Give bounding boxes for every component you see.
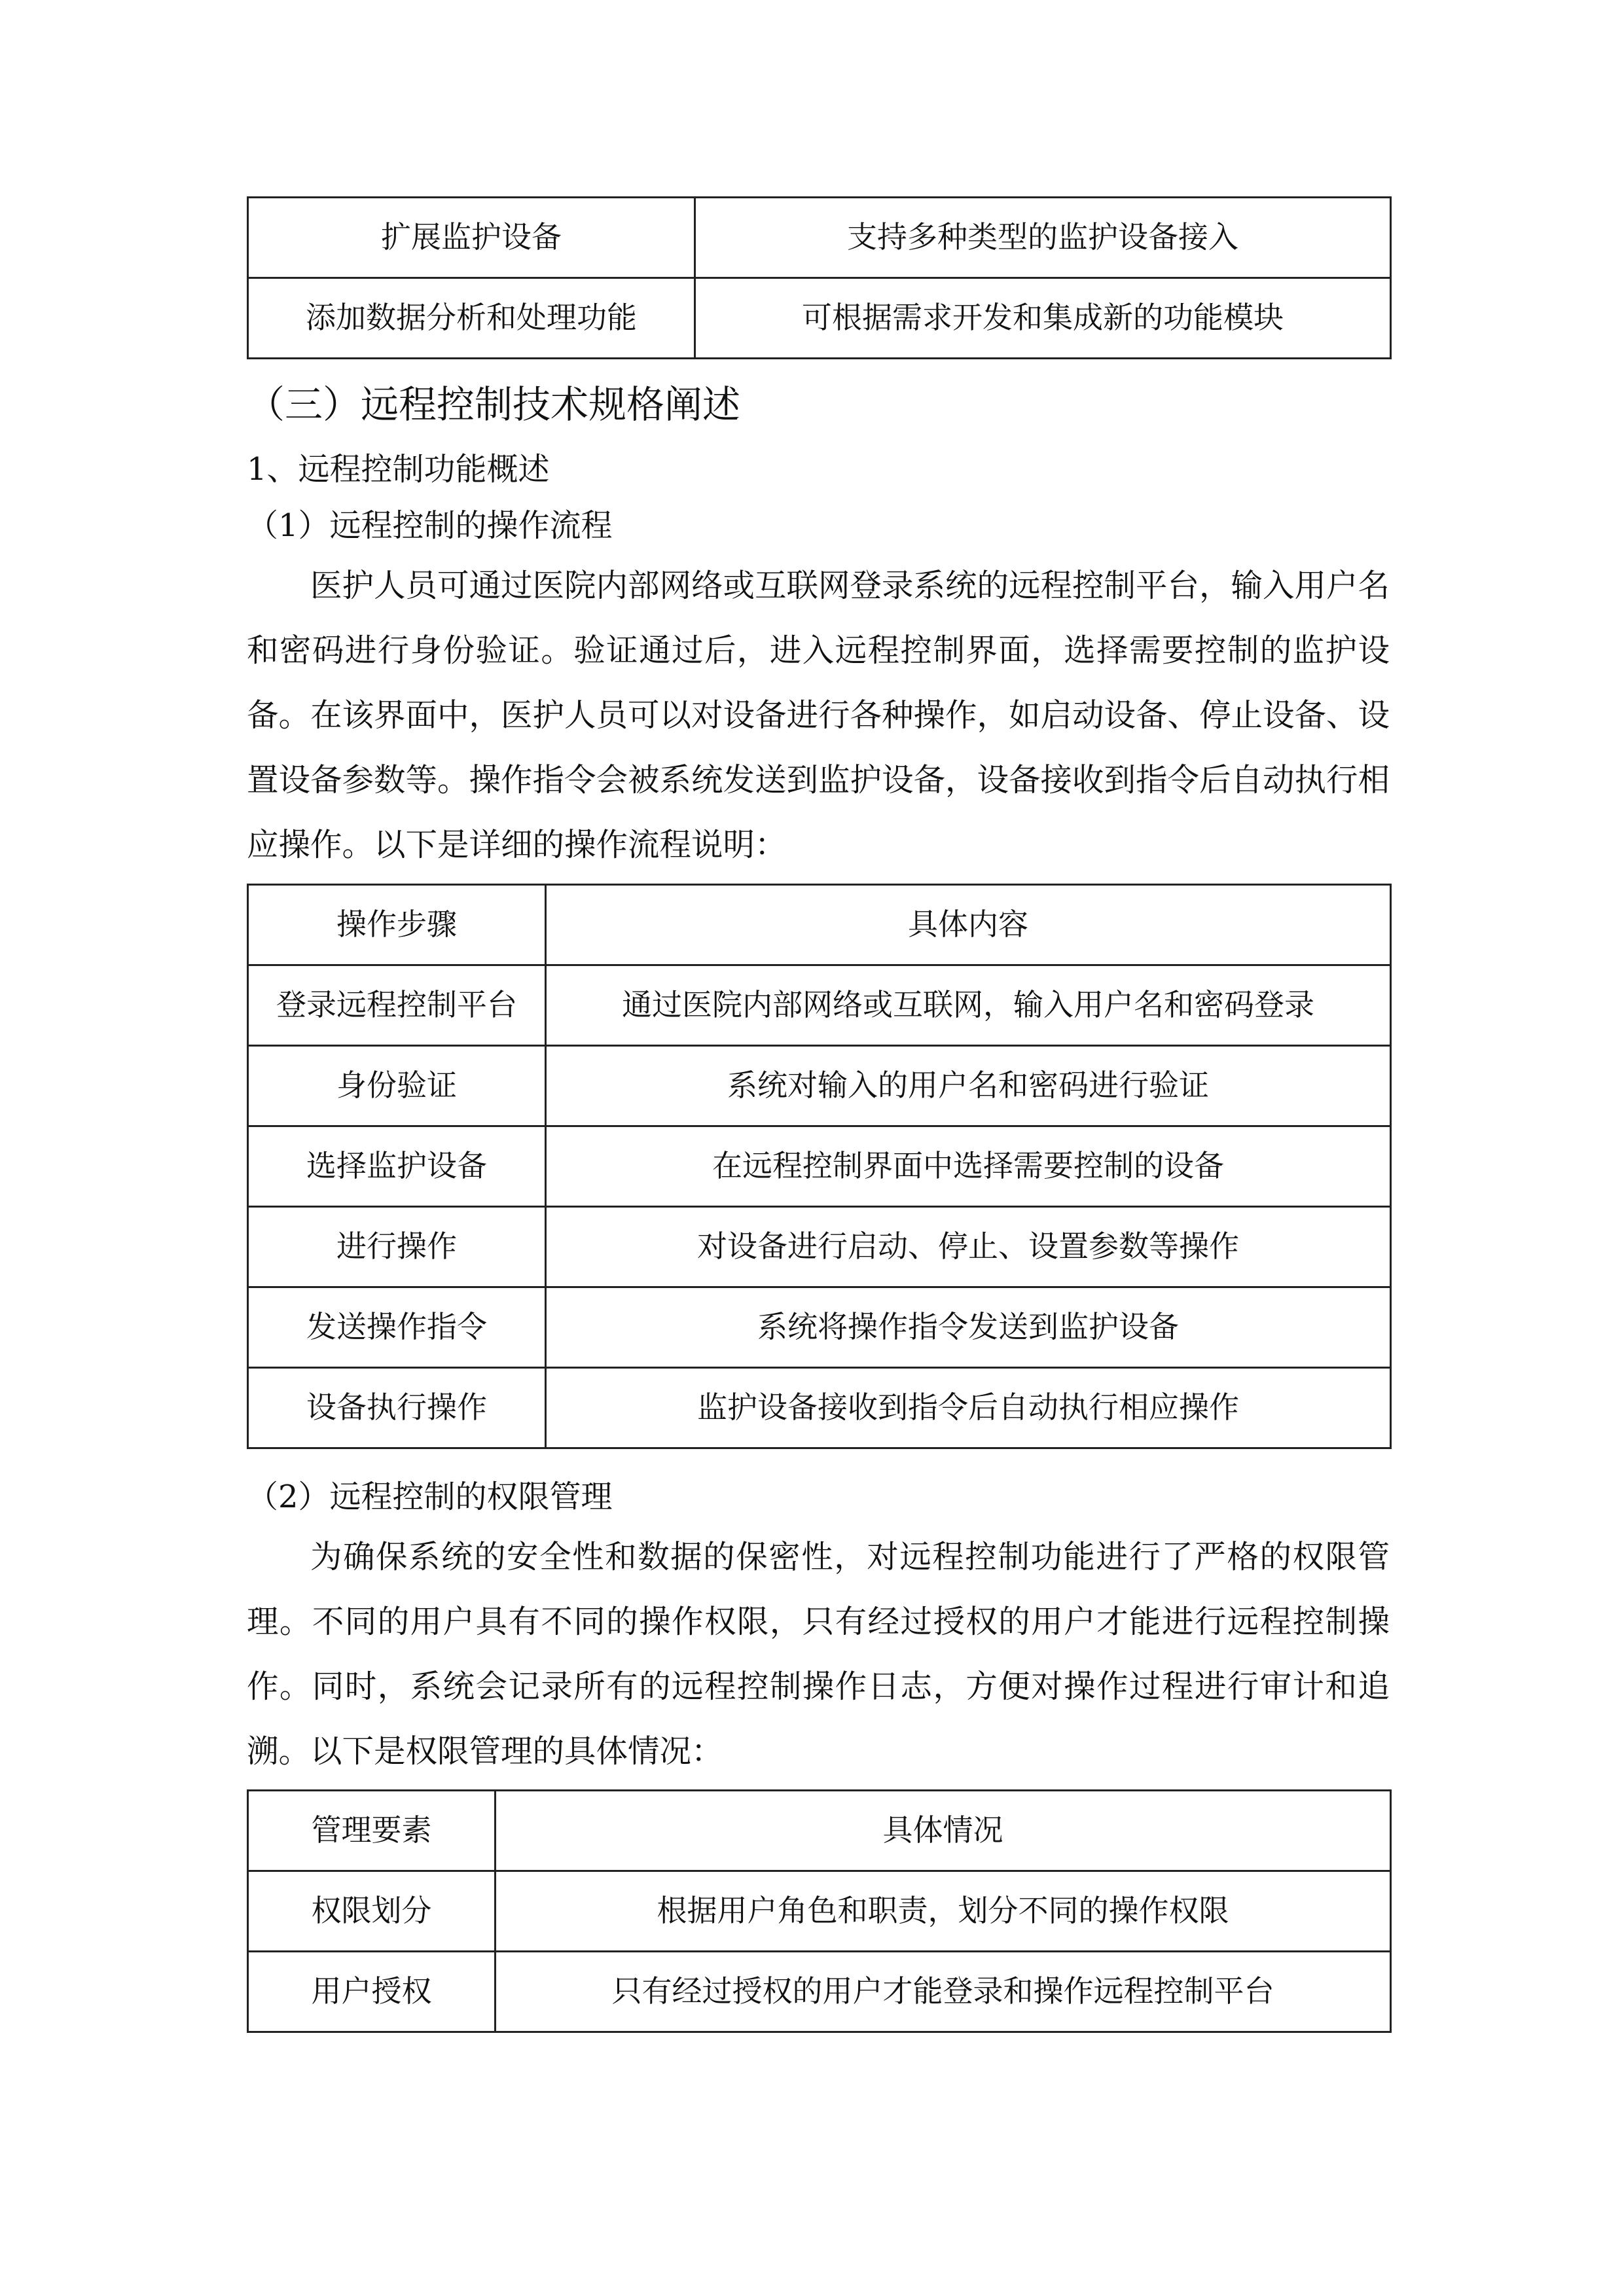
table-cell: 身份验证	[248, 1046, 546, 1126]
table-row	[248, 1287, 1391, 1368]
table-header-cell: 操作步骤	[248, 885, 546, 965]
table-cell: 支持多种类型的监护设备接入	[695, 198, 1391, 278]
table-header-cell: 具体内容	[546, 885, 1391, 965]
table-row	[248, 278, 1391, 359]
table-cell: 进行操作	[248, 1207, 546, 1287]
table-cell: 系统对输入的用户名和密码进行验证	[546, 1046, 1391, 1126]
table-header-cell: 具体情况	[496, 1791, 1391, 1871]
table-cell: 可根据需求开发和集成新的功能模块	[695, 278, 1391, 359]
table-row	[248, 1871, 1391, 1952]
subsection-heading: 1、远程控制功能概述	[247, 451, 550, 488]
table-cell: 根据用户角色和职责，划分不同的操作权限	[496, 1871, 1391, 1952]
table-row	[248, 1952, 1391, 2032]
table-cell: 只有经过授权的用户才能登录和操作远程控制平台	[496, 1952, 1391, 2032]
table-cell: 权限划分	[248, 1871, 496, 1952]
operation-flow-paragraph: 医护人员可通过医院内部网络或互联网登录系统的远程控制平台，输入用户名和密码进行身份验证。验证通过后，进入远程控制界面，选择需要控制的监护设备。在该界面中，医护人员可以对设备进行各种操作，如启动设备、停止设备、设置设备参数等。操作指令会被系统发送到监护设备，设备接收到指令后自动执行相应操作。以下是详细的操作流程说明：	[247, 567, 1390, 863]
table-row	[248, 1046, 1391, 1126]
table-header-row	[248, 1791, 1391, 1871]
table-row	[248, 198, 1391, 278]
table-cell: 登录远程控制平台	[248, 965, 546, 1046]
permission-heading: （2）远程控制的权限管理	[247, 1479, 613, 1515]
table-cell: 监护设备接收到指令后自动执行相应操作	[546, 1368, 1391, 1448]
table-cell: 扩展监护设备	[248, 198, 695, 278]
table-cell: 选择监护设备	[248, 1126, 546, 1207]
table-row	[248, 965, 1391, 1046]
table-row	[248, 1207, 1391, 1287]
permission-table	[247, 1789, 1392, 2033]
section-heading: （三）远程控制技术规格阐述	[247, 382, 741, 427]
extension-table	[247, 196, 1392, 359]
table-cell: 对设备进行启动、停止、设置参数等操作	[546, 1207, 1391, 1287]
table-cell: 系统将操作指令发送到监护设备	[546, 1287, 1391, 1368]
permission-paragraph: 为确保系统的安全性和数据的保密性，对远程控制功能进行了严格的权限管理。不同的用户具有不同的操作权限，只有经过授权的用户才能进行远程控制操作。同时，系统会记录所有的远程控制操作日志，方便对操作过程进行审计和追溯。以下是权限管理的具体情况：	[247, 1539, 1390, 1770]
table-row	[248, 1126, 1391, 1207]
table-cell: 通过医院内部网络或互联网，输入用户名和密码登录	[546, 965, 1391, 1046]
table-cell: 设备执行操作	[248, 1368, 546, 1448]
table-row	[248, 1368, 1391, 1448]
table-header-row	[248, 885, 1391, 965]
table-header-cell: 管理要素	[248, 1791, 496, 1871]
table-cell: 发送操作指令	[248, 1287, 546, 1368]
table-cell: 用户授权	[248, 1952, 496, 2032]
table-cell: 在远程控制界面中选择需要控制的设备	[546, 1126, 1391, 1207]
operation-flow-heading: （1）远程控制的操作流程	[247, 507, 613, 544]
table-cell: 添加数据分析和处理功能	[248, 278, 695, 359]
operation-steps-table	[247, 884, 1392, 1449]
